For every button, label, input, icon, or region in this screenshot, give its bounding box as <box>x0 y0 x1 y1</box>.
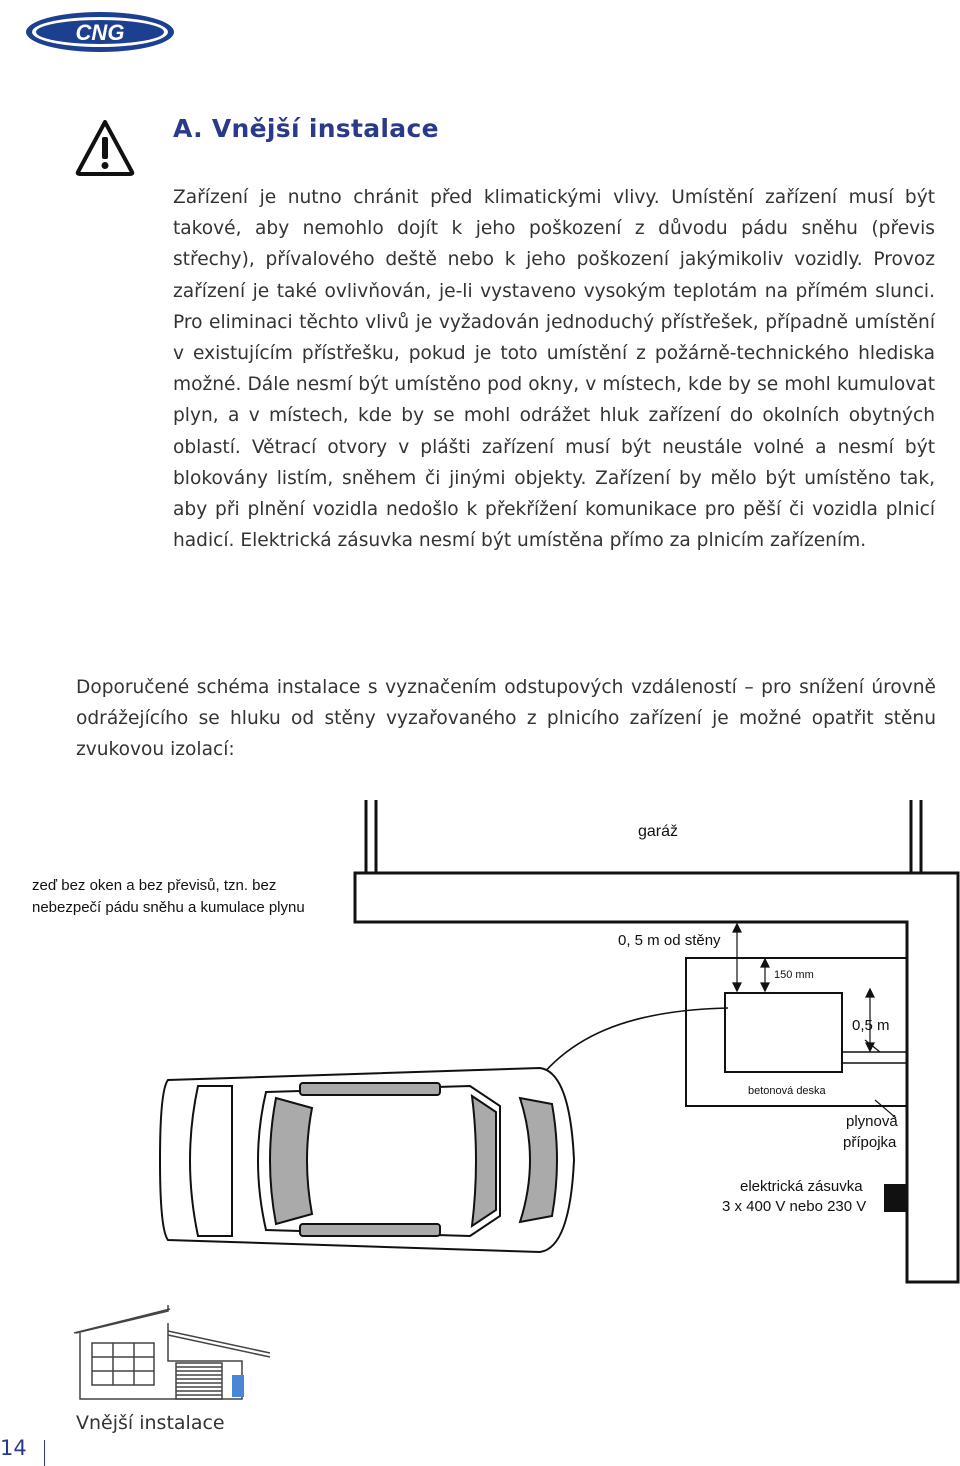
electric-socket <box>884 1184 906 1212</box>
logo-text: CNG <box>75 20 125 45</box>
page-number: 14 <box>0 1436 27 1460</box>
distance-wall-label: 0, 5 m od stěny <box>618 932 721 949</box>
body-paragraph: Zařízení je nutno chránit před klimatickými vlivy. Umístění zařízení musí být takové, aby nemohlo dojít k jeho poškození z důvodu pádu sněhu (převis střechy), přívalového deště nebo k jeho poškození jakýmikoliv vozidly. Provoz zařízení je také ovlivňován, je-li vystaveno vysokým teplotám na přímém slunci. Pro eliminaci těchto vlivů je vyžadován jednoduchý přístřešek, případně umístění v existujícím přístřešku, pokud je toto umístění z požárně-technického hlediska možné. Dále nesmí být umístěno pod okny, v místech, kde by se mohl kumulovat plyn, a v místech, kde by se mohl odrážet hluk zařízení do okolních obytných oblastí. Větrací otvory v plášti zařízení musí být neustále volné a nesmí být blokovány listím, sněhem či jinými objekty. Zařízení by mělo být umístěno tak, aby při plnění vozidla nedošlo k překřížení komunikace pro pěší či vozidla plnicí hadicí. Elektrická zásuvka nesmí být umístěna přímo za plnicím zařízením. <box>173 187 935 552</box>
cng-logo <box>24 10 176 54</box>
socket-label-line2: 3 x 400 V nebo 230 V <box>722 1198 867 1215</box>
wall-label-line1: zeď bez oken a bez převisů, tzn. bez <box>32 877 277 894</box>
car-icon <box>160 1068 574 1252</box>
intro-paragraph: Doporučené schéma instalace s vyznačením odstupových vzdáleností – pro snížení úrovně odrážejícího se hluku od stěny vyzařovaného z plnicího zařízení je možné opatřit stěnu zvukovou izolací: <box>76 677 936 761</box>
socket-label-line1: elektrická zásuvka <box>740 1178 863 1195</box>
filling-station-box <box>725 993 842 1072</box>
page-divider <box>44 1440 45 1466</box>
section-title: A. Vnější instalace <box>173 114 439 143</box>
footer-caption: Vnější instalace <box>76 1412 225 1434</box>
installation-diagram <box>0 790 960 1300</box>
wall-label-line2: nebezpečí pádu sněhu a kumulace plynu <box>32 899 305 916</box>
warning-icon <box>74 118 136 178</box>
house-icon <box>72 1305 272 1401</box>
gas-label-line1: plynová <box>846 1113 898 1130</box>
gas-pipe <box>842 1052 907 1063</box>
gas-label-line2: přípojka <box>843 1134 897 1151</box>
distance-05-label: 0,5 m <box>852 1017 890 1034</box>
distance-150-label: 150 mm <box>774 969 814 981</box>
concrete-slab-label: betonová deska <box>748 1085 826 1097</box>
garage-label: garáž <box>638 823 679 840</box>
